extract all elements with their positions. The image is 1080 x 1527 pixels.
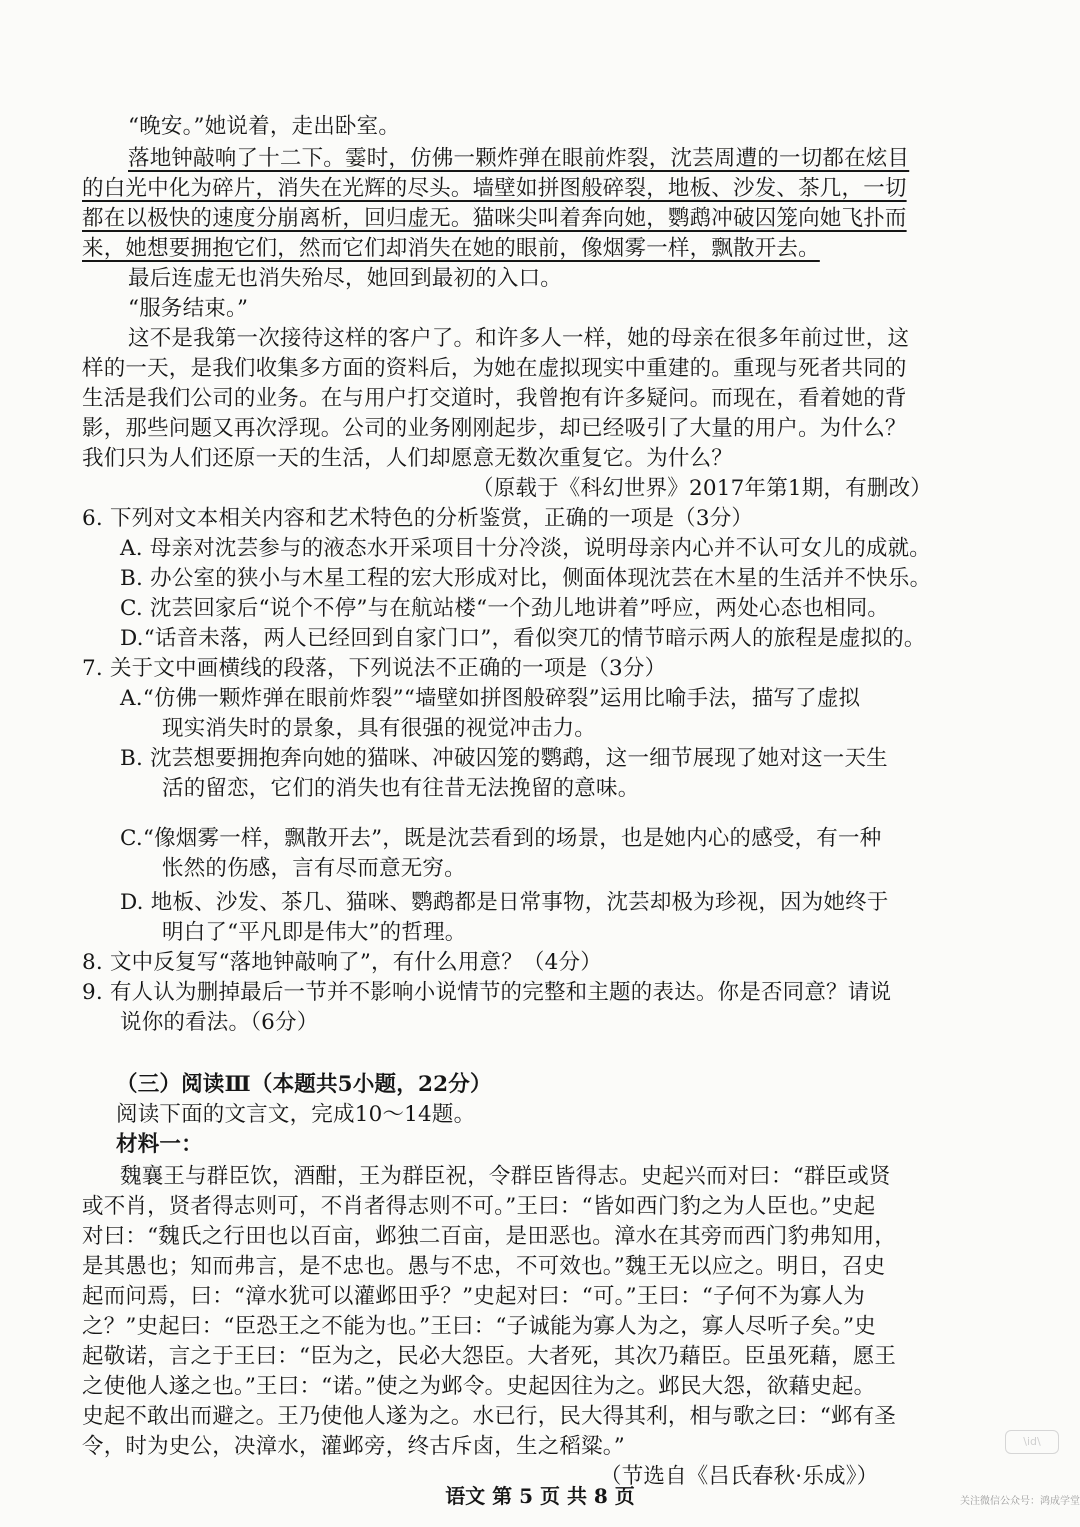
text-line-42: 令，时为史公，决漳水，灌邺旁，终古斥卤，生之稻粱。” bbox=[82, 1434, 625, 1459]
text-line-15: B. 办公室的狭小与木星工程的宏大形成对比，侧面体现沈芸在木星的生活并不快乐。 bbox=[120, 566, 932, 591]
text-line-13: 6. 下列对文本相关内容和艺术特色的分析鉴赏，正确的一项是（3分） bbox=[82, 506, 754, 531]
text-line-27: 8. 文中反复写“落地钟敲响了”，有什么用意？（4分） bbox=[82, 950, 602, 975]
text-line-37: 起而问焉，曰：“漳水犹可以灌邺田乎？”史起对曰：“可。”王曰：“子何不为寡人为 bbox=[82, 1284, 866, 1309]
text-line-30: （三）阅读Ⅲ（本题共5小题，22分） bbox=[116, 1072, 492, 1097]
text-line-33: 魏襄王与群臣饮，酒酣，王为群臣祝，令群臣皆得志。史起兴而对曰：“群臣或贤 bbox=[120, 1164, 891, 1189]
text-line-26: 明白了“平凡即是伟大”的哲理。 bbox=[162, 920, 467, 945]
text-line-0: “晚安。”她说着，走出卧室。 bbox=[128, 114, 401, 139]
text-line-8: 样的一天，是我们收集多方面的资料后，为她在虚拟现实中重建的。重现与死者共同的 bbox=[82, 356, 907, 381]
text-line-43: （节选自《吕氏春秋·乐成》） bbox=[600, 1464, 879, 1489]
text-line-41: 史起不敢出而避之。王乃使他人遂为之。水已行，民大得其利，相与歌之曰：“邺有圣 bbox=[82, 1404, 897, 1429]
text-line-31: 阅读下面的文言文，完成10～14题。 bbox=[116, 1102, 476, 1127]
text-line-17: D.“话音未落，两人已经回到自家门口”，看似突兀的情节暗示两人的旅程是虚拟的。 bbox=[120, 626, 926, 651]
text-line-39: 起敬诺，言之于王曰：“臣为之，民必大怨臣。大者死，其次乃藉臣。臣虽死藉，愿王 bbox=[82, 1344, 897, 1369]
text-line-40: 之使他人遂之也。”王曰：“诺。”使之为邺令。史起因往为之。邺民大怨，欲藉史起。 bbox=[82, 1374, 876, 1399]
text-line-22: 活的留恋，它们的消失也有往昔无法挽留的意味。 bbox=[162, 776, 640, 801]
text-line-34: 或不肖，贤者得志则可，不肖者得志则不可。”王曰：“皆如西门豹之为人臣也。”史起 bbox=[82, 1194, 876, 1219]
text-line-12: （原载于《科幻世界》2017年第1期，有删改） bbox=[472, 476, 932, 501]
text-line-35: 对曰：“魏氏之行田也以百亩，邺独二百亩，是田恶也。漳水在其旁而西门豹弗知用， bbox=[82, 1224, 897, 1249]
text-line-5: 最后连虚无也消失殆尽，她回到最初的入口。 bbox=[128, 266, 563, 291]
text-line-38: 之？”史起曰：“臣恐王之不能为也。”王曰：“子诚能为寡人为之，寡人尽听子矣。”史 bbox=[82, 1314, 876, 1339]
watermark-text: 关注微信公众号：鸿成学堂 bbox=[960, 1496, 1080, 1507]
text-line-24: 怅然的伤感，言有尽而意无穷。 bbox=[162, 856, 466, 881]
text-line-10: 影，那些问题又再次浮现。公司的业务刚刚起步，却已经吸引了大量的用户。为什么？ bbox=[82, 416, 907, 441]
text-line-28: 9. 有人认为删掉最后一节并不影响小说情节的完整和主题的表达。你是否同意？请说 bbox=[82, 980, 892, 1005]
text-line-2: 的白光中化为碎片，消失在光辉的尽头。墙壁如拼图般碎裂，地板、沙发、茶几，一切 bbox=[82, 176, 907, 201]
text-line-7: 这不是我第一次接待这样的客户了。和许多人一样，她的母亲在很多年前过世，这 bbox=[128, 326, 910, 351]
corner-stamp: \id\ bbox=[1005, 1430, 1059, 1454]
text-line-23: C.“像烟雾一样，飘散开去”，既是沈芸看到的场景，也是她内心的感受，有一种 bbox=[120, 826, 882, 851]
text-line-18: 7. 关于文中画横线的段落，下列说法不正确的一项是（3分） bbox=[82, 656, 667, 681]
text-line-6: “服务结束。” bbox=[128, 296, 249, 321]
text-line-36: 是其愚也；知而弗言，是不忠也。愚与不忠，不可效也。”魏王无以应之。明日，召史 bbox=[82, 1254, 886, 1279]
text-line-1: 落地钟敲响了十二下。霎时，仿佛一颗炸弹在眼前炸裂，沈芸周遭的一切都在炫目 bbox=[128, 146, 910, 171]
text-line-21: B. 沈芸想要拥抱奔向她的猫咪、冲破囚笼的鹦鹉，这一细节展现了她对这一天生 bbox=[120, 746, 888, 771]
text-line-29: 说你的看法。（6分） bbox=[120, 1010, 319, 1035]
text-line-32: 材料一： bbox=[116, 1132, 203, 1157]
text-line-25: D. 地板、沙发、茶几、猫咪、鹦鹉都是日常事物，沈芸却极为珍视，因为她终于 bbox=[120, 890, 889, 915]
text-line-4: 来，她想要拥抱它们，然而它们却消失在她的眼前，像烟雾一样，飘散开去。 bbox=[82, 236, 820, 261]
text-line-14: A. 母亲对沈芸参与的液态水开采项目十分冷淡，说明母亲内心并不认可女儿的成就。 bbox=[120, 536, 931, 561]
text-line-11: 我们只为人们还原一天的生活，人们却愿意无数次重复它。为什么？ bbox=[82, 446, 734, 471]
text-line-19: A.“仿佛一颗炸弹在眼前炸裂”“墙壁如拼图般碎裂”运用比喻手法，描写了虚拟 bbox=[120, 686, 861, 711]
text-line-9: 生活是我们公司的业务。在与用户打交道时，我曾抱有许多疑问。而现在，看着她的背 bbox=[82, 386, 907, 411]
text-line-20: 现实消失时的景象，具有很强的视觉冲击力。 bbox=[162, 716, 597, 741]
page-footer: 语文 第 5 页 共 8 页 bbox=[445, 1484, 635, 1508]
text-line-16: C. 沈芸回家后“说个不停”与在航站楼“一个劲儿地讲着”呼应，两处心态也相同。 bbox=[120, 596, 890, 621]
text-line-3: 都在以极快的速度分崩离析，回归虚无。猫咪尖叫着奔向她，鹦鹉冲破囚笼向她飞扑而 bbox=[82, 206, 907, 231]
